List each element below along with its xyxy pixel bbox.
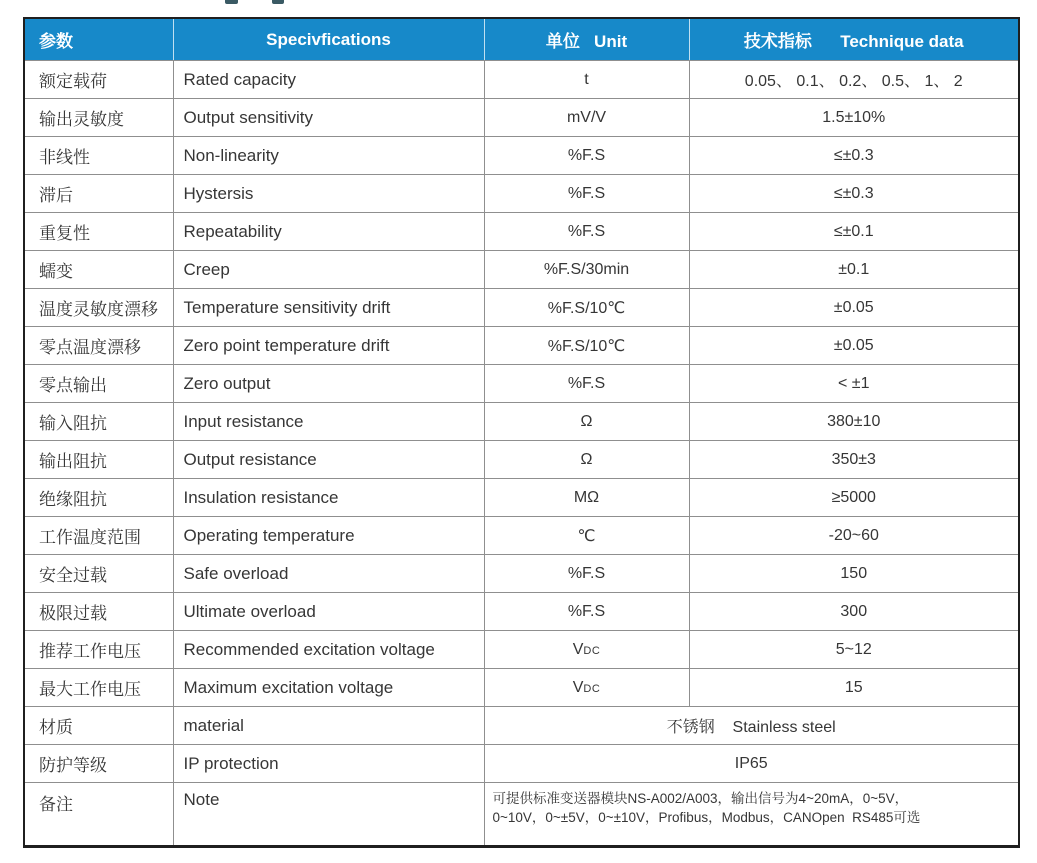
table-row: [24, 441, 1019, 479]
table-row: [24, 403, 1019, 441]
unit-cell: Ω: [484, 403, 689, 441]
param-cn-cell: 额定载荷: [24, 61, 173, 99]
note-line: 可提供标准变送器模块NS-A002/A003，输出信号为4~20mA，0~5V，: [492, 791, 909, 806]
param-cn-cell: 最大工作电压: [24, 669, 173, 707]
table-row: [24, 745, 1019, 783]
value-cell: < ±1: [689, 365, 1019, 403]
param-en-cell: Recommended excitation voltage: [173, 631, 484, 669]
table-row: [24, 61, 1019, 99]
param-cn-cell: 零点输出: [24, 365, 173, 403]
unit-cell: [484, 669, 689, 707]
table-row: [24, 555, 1019, 593]
header-cell-specifications: Specivfications: [173, 18, 484, 61]
param-cn-cell: 极限过载: [24, 593, 173, 631]
header-cell-unit: 单位 Unit: [484, 18, 689, 61]
value-cell: 15: [689, 669, 1019, 707]
unit-cell: %F.S/10℃: [484, 289, 689, 327]
unit-cell: %F.S: [484, 555, 689, 593]
param-en-cell: Non-linearity: [173, 137, 484, 175]
table-row: [24, 593, 1019, 631]
table-row: [24, 175, 1019, 213]
unit-cell: %F.S: [484, 593, 689, 631]
table-row: [24, 517, 1019, 555]
param-en-cell: Insulation resistance: [173, 479, 484, 517]
value-cell: 350±3: [689, 441, 1019, 479]
value-cell: 150: [689, 555, 1019, 593]
unit-subscript: DC: [583, 644, 601, 657]
param-en-cell: Temperature sensitivity drift: [173, 289, 484, 327]
param-cn-cell: 防护等级: [24, 745, 173, 783]
param-cn-cell: 重复性: [24, 213, 173, 251]
table-row: [24, 327, 1019, 365]
param-cn-cell: 材质: [24, 707, 173, 745]
value-cell: 5~12: [689, 631, 1019, 669]
unit-cell: ℃: [484, 517, 689, 555]
param-cn-cell: 滞后: [24, 175, 173, 213]
unit-cell: %F.S/30min: [484, 251, 689, 289]
unit-cell: %F.S/10℃: [484, 327, 689, 365]
param-en-cell: Hystersis: [173, 175, 484, 213]
table-header: [24, 18, 1019, 61]
param-en-cell: Zero output: [173, 365, 484, 403]
param-cn-cell: 输出灵敏度: [24, 99, 173, 137]
unit-text: V: [572, 640, 584, 658]
unit-cell: Ω: [484, 441, 689, 479]
specifications-table: [23, 17, 1020, 848]
unit-cell: %F.S: [484, 213, 689, 251]
param-en-cell: Repeatability: [173, 213, 484, 251]
value-cell: 1.5±10%: [689, 99, 1019, 137]
param-cn-cell: 非线性: [24, 137, 173, 175]
param-en-cell: Output resistance: [173, 441, 484, 479]
cropped-text-fragment: [225, 0, 238, 4]
value-cell: ±0.05: [689, 289, 1019, 327]
param-cn-cell: 温度灵敏度漂移: [24, 289, 173, 327]
param-cn-cell: 蠕变: [24, 251, 173, 289]
param-cn-cell: 工作温度范围: [24, 517, 173, 555]
param-en-cell: Creep: [173, 251, 484, 289]
param-en-cell: Ultimate overload: [173, 593, 484, 631]
table-body: [24, 61, 1019, 847]
unit-cell: %F.S: [484, 365, 689, 403]
value-cell: ±0.05: [689, 327, 1019, 365]
value-cell: ±0.1: [689, 251, 1019, 289]
cropped-text-fragment: [272, 0, 284, 4]
param-en-cell: Zero point temperature drift: [173, 327, 484, 365]
param-en-cell: Operating temperature: [173, 517, 484, 555]
param-cn-cell: 备注: [24, 783, 173, 847]
value-cell: ≥5000: [689, 479, 1019, 517]
param-en-cell: Maximum excitation voltage: [173, 669, 484, 707]
table-row: [24, 289, 1019, 327]
unit-cell: t: [484, 61, 689, 99]
header-cell-parameter: 参数: [24, 18, 173, 61]
table-row: [24, 137, 1019, 175]
param-en-cell: IP protection: [173, 745, 484, 783]
value-cell: ≤±0.1: [689, 213, 1019, 251]
note-line: 0~10V，0~±5V，0~±10V，Profibus，Modbus，CANOpen RS485可选: [492, 809, 921, 825]
param-en-cell: Safe overload: [173, 555, 484, 593]
table-row: [24, 783, 1019, 847]
unit-text: V: [572, 678, 584, 696]
param-cn-cell: 推荐工作电压: [24, 631, 173, 669]
param-en-cell: Input resistance: [173, 403, 484, 441]
param-cn-cell: 输入阻抗: [24, 403, 173, 441]
param-en-cell: Output sensitivity: [173, 99, 484, 137]
param-cn-cell: 安全过载: [24, 555, 173, 593]
value-cell: ≤±0.3: [689, 175, 1019, 213]
param-en-cell: Rated capacity: [173, 61, 484, 99]
param-cn-cell: 输出阻抗: [24, 441, 173, 479]
param-en-cell: material: [173, 707, 484, 745]
unit-cell: mV/V: [484, 99, 689, 137]
table-row: [24, 669, 1019, 707]
unit-cell: MΩ: [484, 479, 689, 517]
unit-cell: %F.S: [484, 175, 689, 213]
header-cell-technique-data: 技术指标 Technique data: [689, 18, 1019, 61]
unit-cell: [484, 631, 689, 669]
value-cell: 300: [689, 593, 1019, 631]
param-cn-cell: 零点温度漂移: [24, 327, 173, 365]
unit-cell: %F.S: [484, 137, 689, 175]
header-row: [24, 18, 1019, 61]
param-en-cell: Note: [173, 783, 484, 847]
value-cell: 380±10: [689, 403, 1019, 441]
value-cell: 0.05、 0.1、 0.2、 0.5、 1、 2: [689, 61, 1019, 99]
note-cell: [484, 783, 1019, 847]
table-row: [24, 99, 1019, 137]
table-row: [24, 479, 1019, 517]
table-row: [24, 707, 1019, 745]
param-cn-cell: 绝缘阻抗: [24, 479, 173, 517]
merged-value-cell: IP65: [484, 745, 1019, 783]
unit-subscript: DC: [583, 682, 601, 695]
table-row: [24, 365, 1019, 403]
merged-value-cell: 不锈钢 Stainless steel: [484, 707, 1019, 745]
table-row: [24, 251, 1019, 289]
table-row: [24, 631, 1019, 669]
value-cell: ≤±0.3: [689, 137, 1019, 175]
value-cell: -20~60: [689, 517, 1019, 555]
table-row: [24, 213, 1019, 251]
